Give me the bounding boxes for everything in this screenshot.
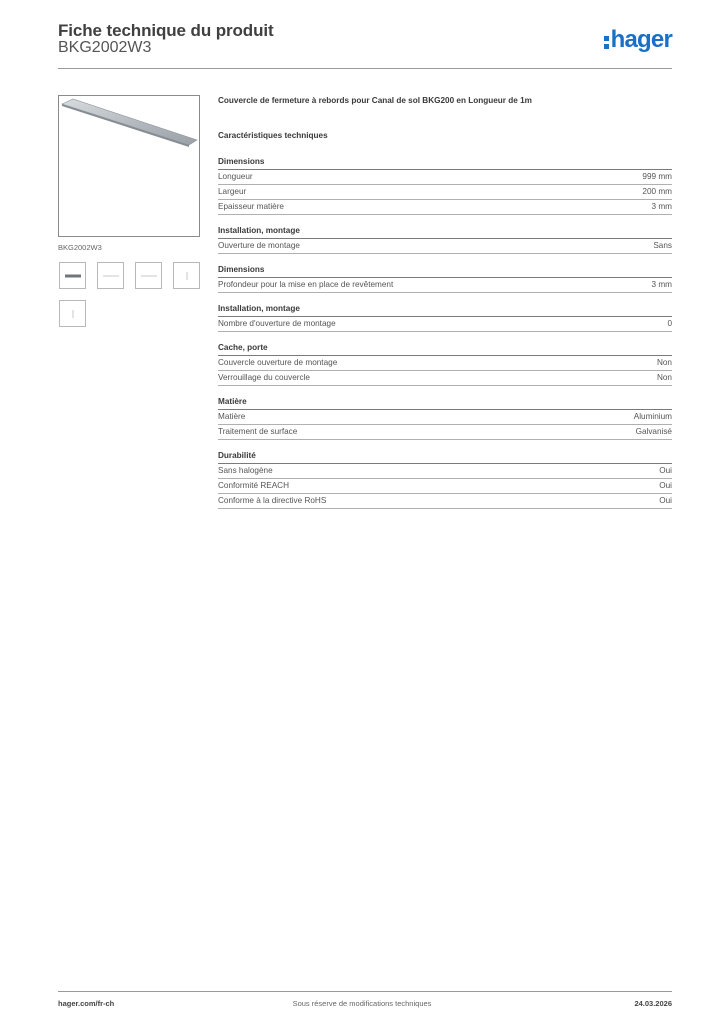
- spec-row: [218, 425, 672, 440]
- section-dimensions: [218, 156, 672, 215]
- spec-label: Matière: [218, 412, 246, 421]
- spec-row: [218, 356, 672, 371]
- spec-label: Largeur: [218, 187, 247, 196]
- spec-value: Oui: [659, 496, 672, 505]
- spec-row: [218, 494, 672, 509]
- spec-value: Galvanisé: [635, 427, 672, 436]
- spec-value: 0: [667, 319, 672, 328]
- spec-value: 3 mm: [651, 202, 672, 211]
- spec-row: [218, 464, 672, 479]
- spec-row: [218, 371, 672, 386]
- footer-website-link[interactable]: hager.com/fr-ch: [58, 999, 115, 1008]
- thumbnail-5[interactable]: [59, 300, 86, 327]
- product-image: [58, 95, 200, 237]
- spec-value: Sans: [653, 241, 672, 250]
- spec-label: Conforme à la directive RoHS: [218, 496, 327, 505]
- logo-text: hager: [610, 26, 672, 53]
- thumbnail-3[interactable]: [135, 262, 162, 289]
- profile-line-icon: [141, 274, 157, 277]
- spec-row: [218, 185, 672, 200]
- section-cover: [218, 342, 672, 386]
- spec-value: Non: [656, 358, 672, 367]
- spec-label: Conformité REACH: [218, 481, 289, 490]
- spec-row: [218, 239, 672, 254]
- spec-value: Oui: [659, 466, 672, 475]
- section-title: Cache, porte: [218, 342, 672, 356]
- spec-label: Longueur: [218, 172, 253, 181]
- image-caption: BKG2002W3: [58, 243, 102, 252]
- spec-row: [218, 317, 672, 332]
- section-title: Dimensions: [218, 156, 672, 170]
- footer-date: 24.03.2026: [634, 999, 672, 1008]
- thumbnail-2[interactable]: [97, 262, 124, 289]
- logo-dots-icon: [604, 33, 610, 47]
- technical-heading: Caractéristiques techniques: [218, 131, 328, 140]
- spec-row: [218, 278, 672, 293]
- section-installation-2: [218, 303, 672, 332]
- spec-value: 200 mm: [642, 187, 672, 196]
- section-sustainability: [218, 450, 672, 509]
- header-divider: [58, 68, 672, 69]
- section-installation: [218, 225, 672, 254]
- section-title: Installation, montage: [218, 303, 672, 317]
- section-title: Dimensions: [218, 264, 672, 278]
- spec-label: Ouverture de montage: [218, 241, 300, 250]
- thumbnail-4[interactable]: [173, 262, 200, 289]
- end-view-icon: [71, 310, 74, 318]
- spec-value: Aluminium: [633, 412, 672, 421]
- cover-plate-icon: [59, 96, 199, 236]
- spec-value: 3 mm: [651, 280, 672, 289]
- characteristics-list: [218, 156, 672, 519]
- spec-row: [218, 170, 672, 185]
- section-title: Matière: [218, 396, 672, 410]
- section-dimensions-2: [218, 264, 672, 293]
- spec-row: [218, 200, 672, 215]
- spec-label: Verrouillage du couvercle: [218, 373, 310, 382]
- thumbnail-1[interactable]: [59, 262, 86, 289]
- footer-divider: [58, 991, 672, 992]
- plate-photo-icon: [65, 273, 81, 278]
- spec-value: Oui: [659, 481, 672, 490]
- page-title: Fiche technique du produit: [58, 21, 274, 40]
- spec-label: Epaisseur matière: [218, 202, 284, 211]
- section-title: Installation, montage: [218, 225, 672, 239]
- hager-logo: [604, 28, 672, 52]
- spec-row: [218, 410, 672, 425]
- spec-label: Couvercle ouverture de montage: [218, 358, 338, 367]
- spec-label: Traitement de surface: [218, 427, 298, 436]
- spec-label: Profondeur pour la mise en place de revêtement: [218, 280, 394, 289]
- spec-value: Non: [656, 373, 672, 382]
- product-reference: BKG2002W3: [58, 39, 152, 56]
- spec-label: Nombre d'ouverture de montage: [218, 319, 336, 328]
- spec-value: 999 mm: [642, 172, 672, 181]
- product-description: Couvercle de fermeture à rebords pour Canal de sol BKG200 en Longueur de 1m: [218, 96, 532, 105]
- profile-line-icon: [103, 274, 119, 277]
- side-view-icon: [185, 272, 188, 280]
- section-material: [218, 396, 672, 440]
- section-title: Durabilité: [218, 450, 672, 464]
- spec-row: [218, 479, 672, 494]
- footer-notice: Sous réserve de modifications techniques: [292, 999, 432, 1008]
- spec-label: Sans halogène: [218, 466, 273, 475]
